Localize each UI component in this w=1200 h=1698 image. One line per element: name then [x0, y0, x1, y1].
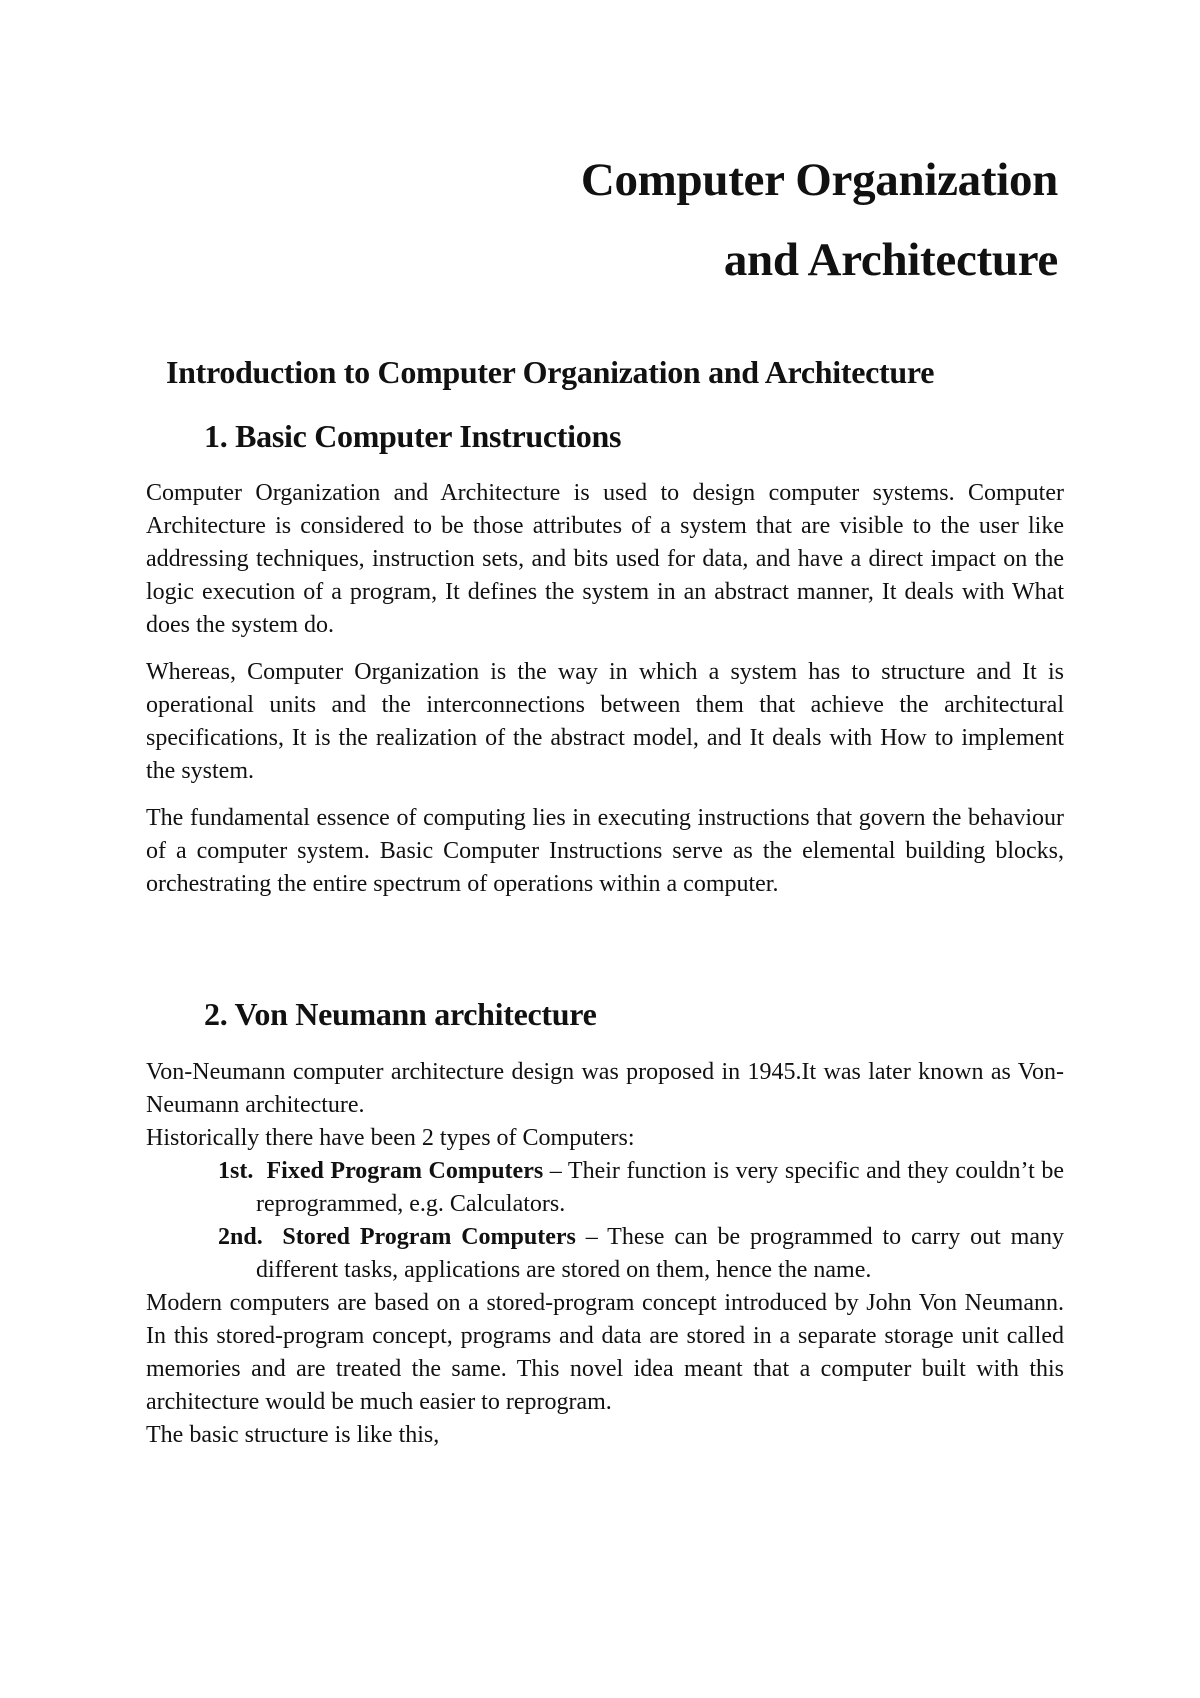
- intro-heading: Introduction to Computer Organization and Architecture: [166, 354, 935, 390]
- section-1-paragraph: Computer Organization and Architecture is used to design computer systems. Computer Architecture is considered to be those attributes of a system that are visible to the user like addressing techniques, instruction sets, and bits used for data, and have a direct impact on the logic execution of a program, It defines the system in an abstract manner, It deals with What does the system do.: [146, 480, 1064, 638]
- section-1-body: [146, 477, 1064, 915]
- list-item-description: – These can be programmed to carry out many different tasks, applications are stored on them, hence the name.: [256, 1224, 1064, 1283]
- list-item-description: – Their function is very specific and they couldn’t be reprogrammed, e.g. Calculators.: [256, 1158, 1065, 1217]
- title-line-2: and Architecture: [723, 234, 1058, 286]
- section-1-paragraph: The fundamental essence of computing lies in executing instructions that govern the behaviour of a computer system. Basic Computer Instructions serve as the elemental building blocks, orchestrating the entire spectrum of operations within a computer.: [146, 805, 1064, 897]
- list-item-term: Fixed Program Computers: [266, 1158, 544, 1184]
- section-2-body: [146, 1056, 1064, 1452]
- list-item: [146, 1155, 1064, 1221]
- section-2-modern: Modern computers are based on a stored-program concept introduced by John Von Neumann. In this stored-program concept, programs and data are stored in a separate storage unit called memories and are treated the same. This novel idea meant that a computer built with this architecture would be much easier to reprogram.: [146, 1290, 1064, 1415]
- document-title: [581, 140, 1058, 300]
- section-2-intro: Von-Neumann computer architecture design was proposed in 1945.It was later known as Von-Neumann architecture.: [146, 1059, 1064, 1118]
- list-item-number: 1st.: [218, 1158, 254, 1184]
- title-line-1: Computer Organization: [580, 154, 1058, 206]
- section-1-paragraph: Whereas, Computer Organization is the way in which a system has to structure and It is operational units and the interconnections between them that achieve the architectural specifications, It is the realization of the abstract model, and It deals with How to implement the system.: [146, 659, 1064, 784]
- section-2-types-intro: Historically there have been 2 types of Computers:: [146, 1125, 635, 1151]
- section-1-heading: 1. Basic Computer Instructions: [204, 418, 622, 454]
- list-item-term: Stored Program Computers: [282, 1224, 576, 1250]
- list-item: [146, 1221, 1064, 1287]
- section-2-closing: The basic structure is like this,: [146, 1422, 440, 1448]
- list-item-number: 2nd.: [218, 1224, 263, 1250]
- section-2-heading: 2. Von Neumann architecture: [204, 996, 597, 1032]
